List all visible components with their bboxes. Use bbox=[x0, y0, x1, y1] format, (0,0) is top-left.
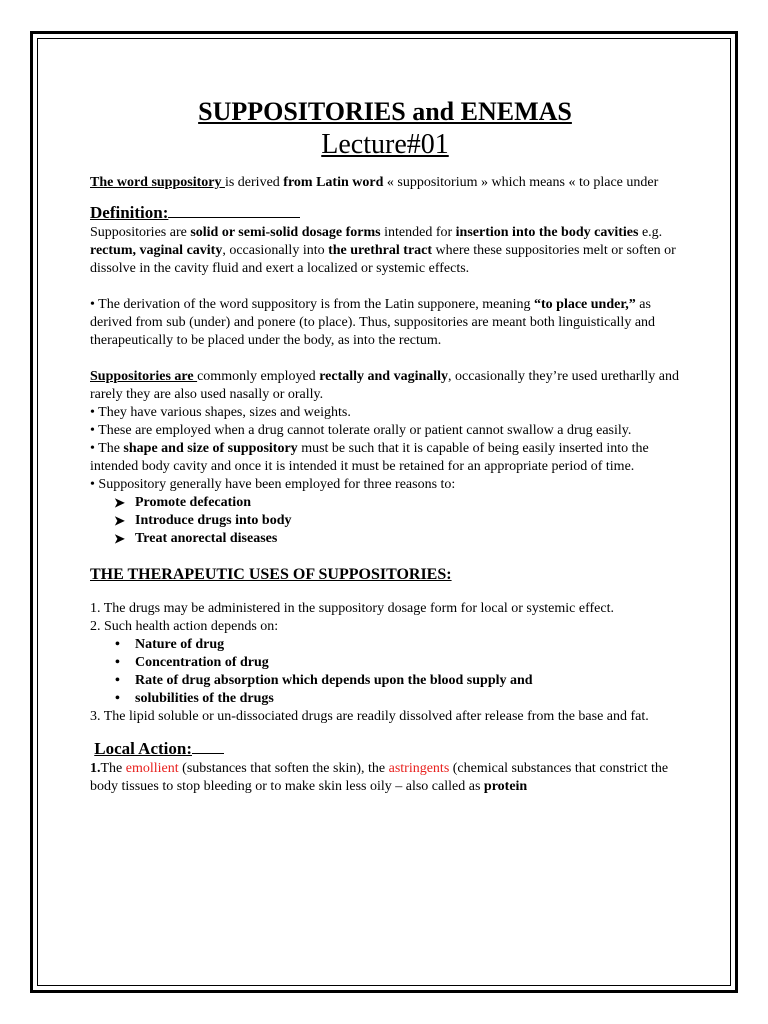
therapeutic-item-2: 2. Such health action depends on: bbox=[90, 619, 279, 634]
definition-heading: Definition: bbox=[90, 202, 680, 224]
list-item: • Nature of drug bbox=[115, 637, 225, 652]
usage-paragraph: Suppositories are commonly employed rectally and vaginally, occasionally they’re used uretharlly and rarely they are also used nasally or orally. bbox=[90, 369, 679, 402]
document-body bbox=[90, 96, 680, 796]
bullet-icon: • bbox=[115, 673, 120, 688]
intro-paragraph bbox=[90, 174, 680, 192]
local-action-heading: Local Action: bbox=[90, 738, 680, 760]
definition-paragraph: Suppositories are solid or semi-solid dosage forms intended for insertion into the body cavities e.g. rectum, vaginal cavity, occasionally into the urethral tract where these suppositories melt or soften or dissolve in the cavity fluid and exert a localized or systemic effects. bbox=[90, 225, 676, 276]
reasons-lead: • Suppository generally have been employed for three reasons to: bbox=[90, 477, 456, 492]
shapes-line: • They have various shapes, sizes and weights. bbox=[90, 405, 351, 420]
reasons-list bbox=[90, 494, 680, 548]
factors-list bbox=[90, 636, 680, 708]
intro-text-2: « suppositorium » which means « to place under bbox=[383, 175, 659, 190]
document-title: SUPPOSITORIES and ENEMAS bbox=[198, 97, 572, 126]
document-subtitle: Lecture#01 bbox=[321, 129, 449, 160]
intro-bold-1: from Latin word bbox=[283, 175, 384, 190]
therapeutic-item-1: 1. The drugs may be administered in the suppository dosage form for local or systemic effect. bbox=[90, 601, 614, 616]
shape-size-line: • The shape and size of suppository must be such that it is capable of being easily inserted into the intended body cavity and once it is intended it must be retained for an appropriate period of time. bbox=[90, 441, 649, 474]
list-item: • Concentration of drug bbox=[115, 655, 269, 670]
arrow-icon: ➤ bbox=[114, 531, 125, 546]
arrow-icon: ➤ bbox=[114, 495, 125, 510]
list-item: • solubilities of the drugs bbox=[115, 691, 274, 706]
therapeutic-item-3: 3. The lipid soluble or un-dissociated drugs are readily dissolved after release from the base and fat. bbox=[90, 709, 649, 724]
bullet-icon: • bbox=[115, 655, 120, 670]
local-action-paragraph: 1.The emollient (substances that soften the skin), the astringents (chemical substances that constrict the body tissues to stop bleeding or to make skin less oily – also called as protein bbox=[90, 761, 669, 794]
bullet-icon: • bbox=[115, 691, 120, 706]
astringents-term: astringents bbox=[388, 761, 450, 776]
bullet-icon: • bbox=[115, 637, 120, 652]
intro-term: The word suppository bbox=[90, 175, 225, 190]
derivation-paragraph: • The derivation of the word suppository is from the Latin supponere, meaning “to place under,” as derived from sub (under) and ponere (to place). Thus, suppositories are meant both linguistically and therapeutically to be placed under the body, as into the rectum. bbox=[90, 297, 656, 348]
intro-text-1: is derived bbox=[224, 175, 284, 190]
emollient-term: emollient bbox=[125, 761, 179, 776]
usage-lead: Suppositories are bbox=[90, 369, 198, 384]
list-item: ➤ Treat anorectal diseases bbox=[114, 531, 278, 546]
list-item: • Rate of drug absorption which depends upon the blood supply and bbox=[115, 673, 533, 688]
list-item: ➤ Introduce drugs into body bbox=[114, 513, 292, 528]
employed-line: • These are employed when a drug cannot tolerate orally or patient cannot swallow a drug easily. bbox=[90, 423, 632, 438]
list-item: ➤ Promote defecation bbox=[114, 495, 251, 510]
therapeutic-heading: THE THERAPEUTIC USES OF SUPPOSITORIES: bbox=[90, 566, 452, 583]
arrow-icon: ➤ bbox=[114, 513, 125, 528]
